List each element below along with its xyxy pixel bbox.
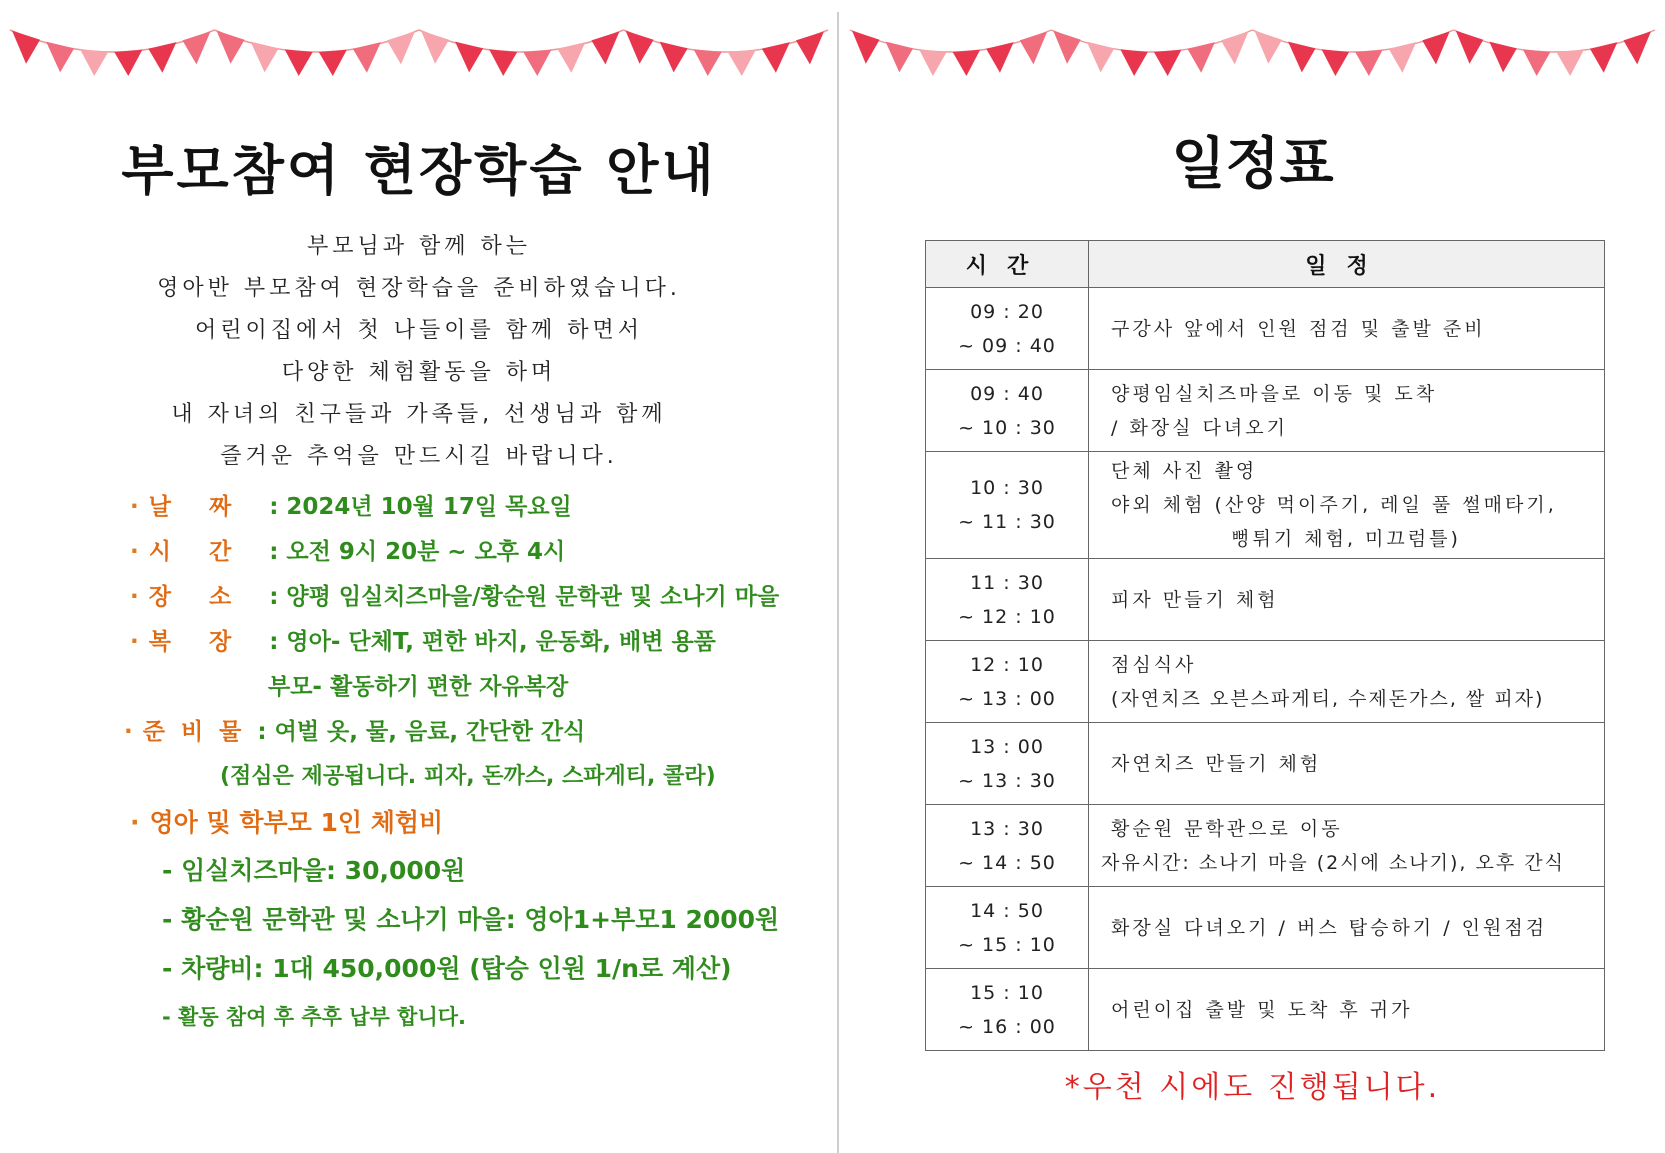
time-start: 12 : 10 [970,653,1044,676]
plan-cell [1089,288,1605,370]
fee-line: - 활동 참여 후 추후 납부 합니다. [162,1005,466,1029]
time-start: 13 : 00 [970,735,1044,758]
time-cell [926,370,1089,452]
info-fee [130,808,443,838]
time-label: 시간 [148,539,270,565]
plan-line: 야외 체험 (산양 먹이주기, 레일 풀 썰매타기, [1111,494,1557,516]
plan-cell [1089,452,1605,559]
bullet-dot: · [124,719,133,745]
bunting-flag [1523,49,1551,76]
time-end: ~ 10 : 30 [958,416,1056,439]
time-cell [926,288,1089,370]
bunting-flag [182,31,210,64]
dress-value-parent: 부모- 활동하기 편한 자유복장 [268,674,569,700]
info-place [130,582,779,612]
fee-line: - 황순원 문학관 및 소나기 마을: 영아1+부모1 2000원 [162,905,780,934]
bunting-flag [353,42,381,73]
plan-line: 어린이집 출발 및 도착 후 귀가 [1111,998,1413,1021]
plan-line: 자유시간: 소나기 마을 (2시에 소나기), 오후 간식 [1101,851,1565,874]
bunting-flag [319,50,347,76]
table-row [926,641,1605,723]
plan-line: 점심식사 [1111,653,1197,676]
fee-line: - 임실치즈마을: 30,000원 [162,856,466,885]
bunting-flag [1255,31,1283,64]
bunting-flag [1187,42,1215,73]
bunting-flag [455,42,483,73]
plan-cell [1089,969,1605,1051]
bunting-flag [421,31,449,64]
time-start: 10 : 30 [970,477,1044,499]
bunting-flag [489,49,517,76]
info-dress [130,627,716,657]
table-row [926,887,1605,969]
bunting-flag [217,31,245,64]
plan-cell [1089,559,1605,641]
plan-cell [1089,805,1605,887]
place-value: : 양평 임실치즈마을/황순원 문학관 및 소나기 마을 [269,584,780,610]
bunting-flag [728,50,756,76]
bunting-flag [80,49,108,76]
plan-line: 구강사 앞에서 인원 점검 및 출발 준비 [1111,317,1486,340]
plan-line: (자연치즈 오븐스파게티, 수제돈가스, 쌀 피자) [1111,687,1545,710]
bunting-decoration-left [0,22,838,92]
right-page [840,0,1665,1153]
info-dress-parent [268,672,568,702]
intro-line: 영아반 부모참여 현장학습을 준비하였습니다. [157,276,681,301]
bunting-flag [796,31,824,64]
bunting-flag [1120,49,1148,76]
bunting-flag [660,42,688,73]
bunting-flag [953,50,981,76]
time-end: ~ 15 : 10 [958,933,1056,956]
bunting-flag [886,42,914,73]
bunting-flag [1288,42,1316,73]
plan-line: 양평임실치즈마을로 이동 및 도착 [1111,382,1438,405]
dress-label: 복장 [148,629,270,655]
bunting-flag [523,50,551,76]
table-row [926,452,1605,559]
bullet-dot: · [130,539,139,565]
bunting-flag [1422,31,1450,64]
plan-line: 화장실 다녀오기 / 버스 탑승하기 / 인원점검 [1111,916,1548,939]
time-end: ~ 11 : 30 [958,511,1056,533]
time-cell [926,559,1089,641]
info-date [130,492,572,522]
bunting-flag [1322,49,1350,76]
table-row [926,559,1605,641]
bunting-flag [1389,42,1417,73]
prep-value: : 여벌 옷, 물, 음료, 간단한 간식 [257,719,586,745]
bullet-dot: · [130,629,139,655]
bunting-flag [1087,42,1115,73]
info-prep [124,717,585,747]
bunting-flag [762,42,790,73]
plan-line: / 화장실 다녀오기 [1111,416,1288,439]
plan-line: 황순원 문학관으로 이동 [1111,817,1343,840]
bunting-flag [1590,42,1618,73]
plan-line: 피자 만들기 체험 [1111,588,1279,611]
date-label: 날짜 [148,494,270,520]
schedule-title: 일정표 [1171,132,1334,197]
table-row [926,723,1605,805]
plan-cell [1089,370,1605,452]
time-cell [926,452,1089,559]
time-start: 09 : 40 [970,382,1044,405]
dress-value: : 영아- 단체T, 편한 바지, 운동화, 배변 용품 [269,629,716,655]
intro-line: 즐거운 추억을 만드시길 바랍니다. [220,444,618,469]
time-start: 14 : 50 [970,899,1044,922]
fee-line: - 차량비: 1대 450,000원 (탑승 인원 1/n로 계산) [162,954,732,983]
time-end: ~ 14 : 50 [958,851,1056,874]
intro-line: 부모님과 함께 하는 [306,234,531,259]
time-end: ~ 13 : 00 [958,687,1056,710]
bunting-flag [626,31,654,64]
table-row [926,969,1605,1051]
bunting-flag [12,31,40,64]
bunting-flag [1053,31,1081,64]
prep-label: 준비물 [142,719,258,745]
time-start: 13 : 30 [970,817,1044,840]
table-row [926,805,1605,887]
prep-note: (점심은 제공됩니다. 피자, 돈까스, 스파게티, 콜라) [220,764,716,789]
table-header-row [926,241,1605,288]
intro-text [0,226,838,478]
time-cell [926,969,1089,1051]
bunting-flag [1456,31,1484,64]
place-label: 장소 [148,584,270,610]
bunting-flag [591,31,619,64]
fee-title: 영아 및 학부모 1인 체험비 [149,808,444,837]
bullet-dot: · [130,808,140,837]
bunting-flag [251,42,279,73]
info-prep-note [220,762,716,792]
bullet-dot: · [130,584,139,610]
rain-note: *우천 시에도 진행됩니다. [1064,1070,1441,1105]
time-cell [926,887,1089,969]
date-value: : 2024년 10월 17일 목요일 [269,494,572,520]
column-header-time: 시간 [926,241,1089,288]
bunting-flag [986,42,1014,73]
time-cell [926,723,1089,805]
plan-line: 단체 사진 촬영 [1111,460,1258,482]
bunting-flag [852,31,880,64]
bunting-decoration-right [840,22,1665,92]
bunting-flag [919,49,947,76]
page-title: 부모참여 현장학습 안내 [121,139,717,202]
time-start: 15 : 10 [970,981,1044,1004]
bunting-flag [1556,50,1584,76]
bunting-flag [1489,42,1517,73]
plan-cell [1089,723,1605,805]
bunting-flag [285,49,313,76]
bunting-flag [1020,31,1048,64]
bunting-flag [1623,31,1651,64]
bunting-flag [387,31,415,64]
schedule-table [925,240,1605,1051]
time-end: ~ 12 : 10 [958,605,1056,628]
bunting-flag [46,42,74,73]
bunting-flag [1221,31,1249,64]
time-cell [926,641,1089,723]
time-start: 11 : 30 [970,571,1044,594]
bunting-flag [114,50,142,76]
time-end: ~ 09 : 40 [958,334,1056,357]
intro-line: 다양한 체험활동을 하며 [281,360,557,385]
bullet-dot: · [130,494,139,520]
time-start: 09 : 20 [970,300,1044,323]
plan-cell [1089,641,1605,723]
bunting-flag [1355,50,1383,76]
bunting-flag [1154,50,1182,76]
plan-line: 자연치즈 만들기 체험 [1111,752,1322,775]
intro-line: 어린이집에서 첫 나들이를 함께 하면서 [194,318,643,343]
intro-line: 내 자녀의 친구들과 가족들, 선생님과 함께 [171,402,667,427]
table-row [926,288,1605,370]
time-end: ~ 16 : 00 [958,1015,1056,1038]
time-end: ~ 13 : 30 [958,769,1056,792]
table-row [926,370,1605,452]
info-time [130,537,565,567]
time-value: : 오전 9시 20분 ~ 오후 4시 [269,539,566,565]
plan-cell [1089,887,1605,969]
time-cell [926,805,1089,887]
bunting-flag [694,49,722,76]
plan-line: 뻥튀기 체험, 미끄럼틀) [1231,528,1461,550]
bunting-flag [148,42,176,73]
column-header-plan: 일정 [1089,241,1605,288]
bunting-flag [557,42,585,73]
